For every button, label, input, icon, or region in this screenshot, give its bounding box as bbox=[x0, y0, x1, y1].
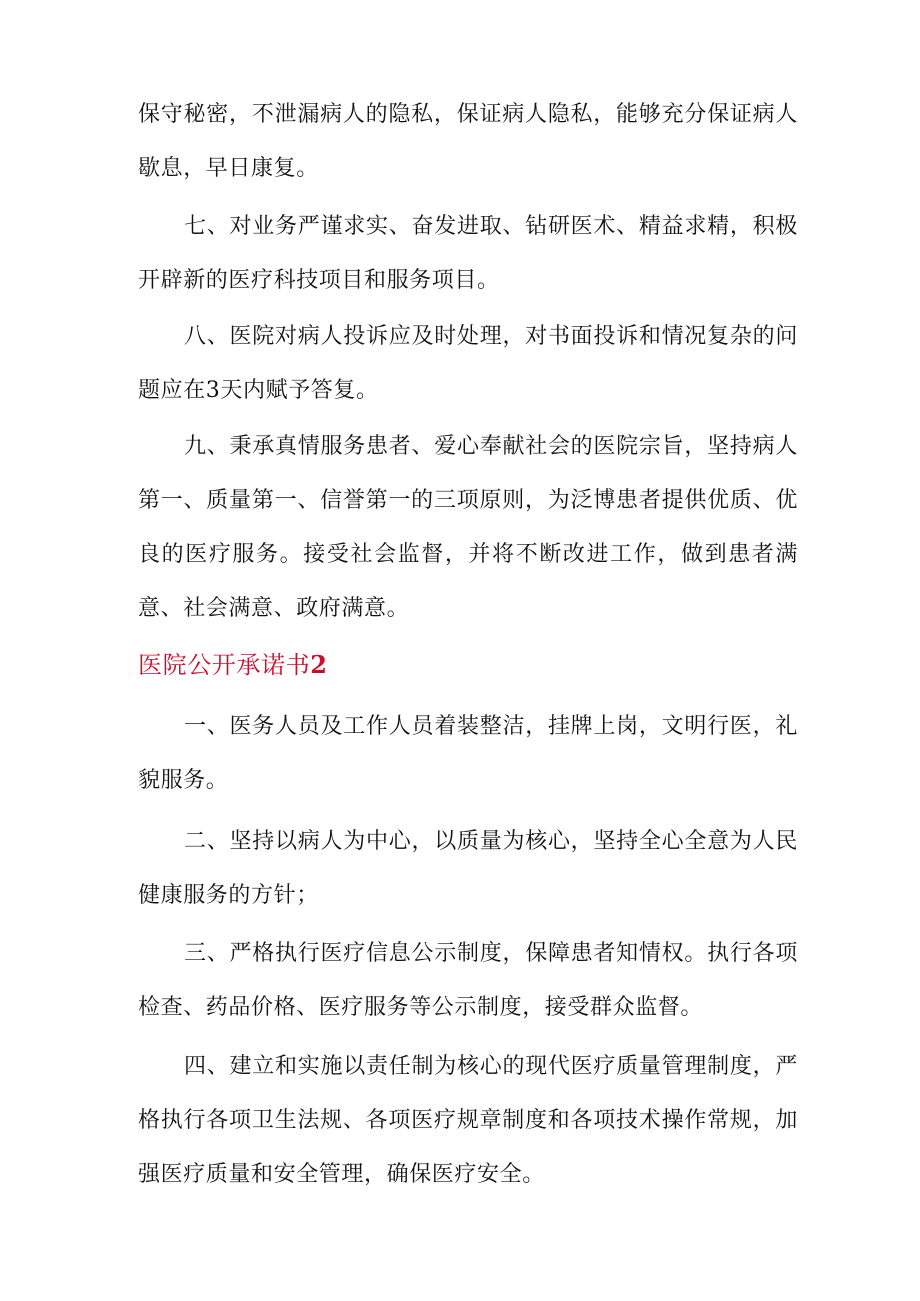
section-heading bbox=[138, 640, 328, 690]
paragraph-privacy-continued: 保守秘密，不泄漏病人的隐私，保证病人隐私，能够充分保证病人歇息，早日康复。 bbox=[138, 102, 798, 181]
paragraph-item-2: 二、坚持以病人为中心，以质量为核心，坚持全心全意为人民健康服务的方针； bbox=[138, 829, 798, 908]
paragraph-item-7: 七、对业务严谨求实、奋发进取、钻研医术、精益求精，积极开辟新的医疗科技项目和服务项目。 bbox=[138, 214, 798, 293]
section-heading-title: 医院公开承诺书 bbox=[138, 651, 311, 679]
paragraph-item-3: 三、严格执行医疗信息公示制度，保障患者知情权。执行各项检查、药品价格、医疗服务等公示制度，接受群众监督。 bbox=[138, 941, 798, 1020]
paragraph-item-9: 九、秉承真情服务患者、爱心奉献社会的医院宗旨，坚持病人第一、质量第一、信誉第一的三项原则，为泛博患者提供优质、优良的医疗服务。接受社会监督，并将不断改进工作，做到患者满意、社会满意、政府满意。 bbox=[138, 434, 798, 621]
paragraph-item-8: 八、医院对病人投诉应及时处理，对书面投诉和情况复杂的问题应在3天内赋予答复。 bbox=[138, 324, 798, 403]
paragraph-item-4: 四、建立和实施以责任制为核心的现代医疗质量管理制度，严格执行各项卫生法规、各项医疗规章制度和各项技术操作常规，加强医疗质量和安全管理，确保医疗安全。 bbox=[138, 1054, 798, 1187]
paragraph-item-1: 一、医务人员及工作人员着装整洁，挂牌上岗，文明行医，礼貌服务。 bbox=[138, 714, 798, 793]
section-heading-number: 2 bbox=[310, 650, 328, 679]
